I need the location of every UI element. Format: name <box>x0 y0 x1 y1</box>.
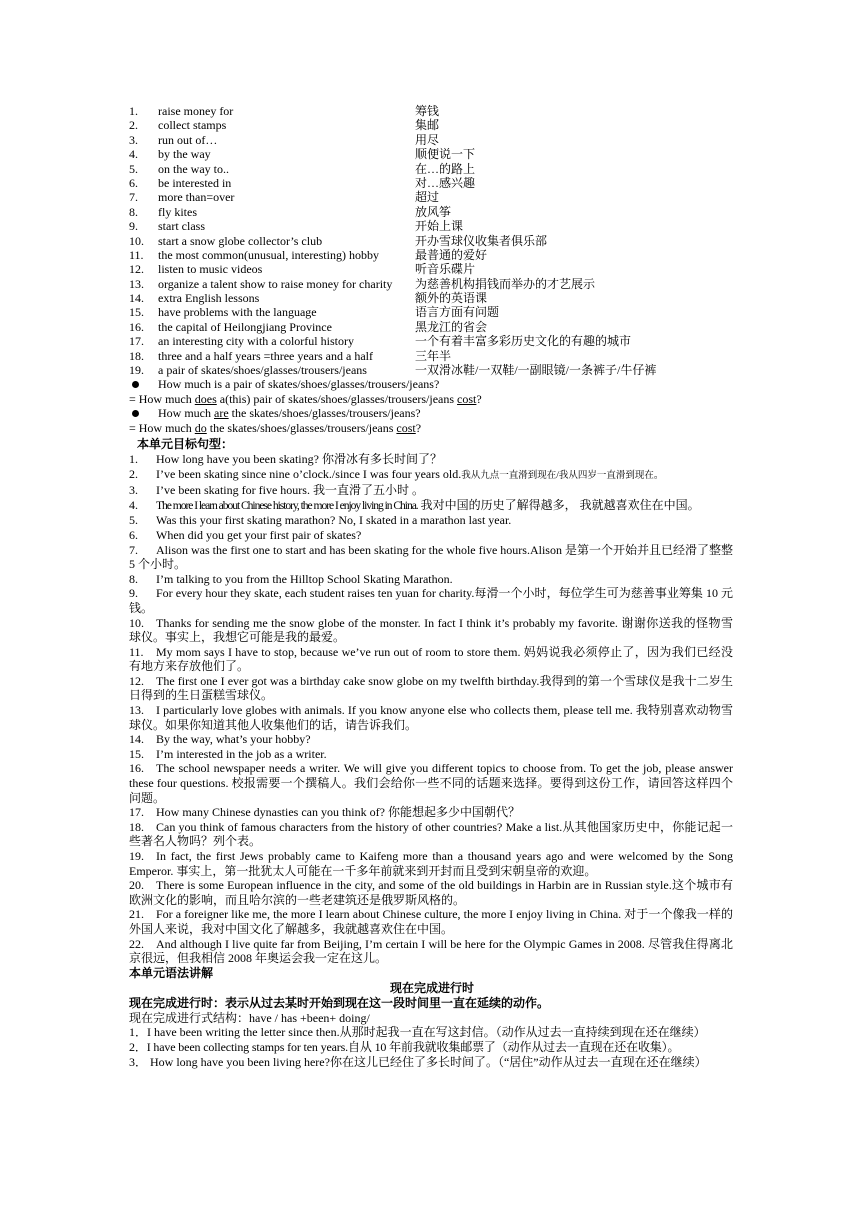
vocab-english: the most common(unusual, interesting) hobby <box>158 247 379 262</box>
list-item: 15. I’m interested in the job as a writer. <box>129 746 327 761</box>
vocab-english: have problems with the language <box>158 305 317 320</box>
list-item: 1. How long have you been skating? 你滑冰有多长时间了？ <box>129 451 442 466</box>
vocab-chinese: 对…感兴趣 <box>415 175 476 190</box>
vocab-number: 6. <box>129 175 138 190</box>
vocab-number: 9. <box>129 219 138 234</box>
vocab-english: extra English lessons <box>158 291 260 306</box>
vocab-chinese: 用尽 <box>415 132 440 147</box>
vocab-number: 5. <box>129 161 138 176</box>
vocab-number: 2. <box>129 118 138 133</box>
vocab-chinese: 额外的英语课 <box>415 291 488 306</box>
vocab-number: 18. <box>129 348 144 363</box>
vocab-chinese: 开始上课 <box>415 219 464 234</box>
vocab-row <box>131 147 733 161</box>
vocab-number: 11. <box>129 247 144 262</box>
list-item: 18. Can you think of famous characters from the history of other countries? Make a list.从其他国家历史中，你能记起一些著名人物吗？列个表。 <box>129 819 733 849</box>
section-heading-grammar: 本单元语法讲解 <box>129 965 214 980</box>
vocab-row <box>131 234 733 248</box>
list-item: 5. Was this your first skating marathon? No, I skated in a marathon last year. <box>129 513 512 528</box>
grammar-structure: 现在完成进行式结构：have / has +been+ doing/ <box>129 1010 370 1025</box>
vocab-row <box>131 262 733 276</box>
vocab-chinese: 黑龙江的省会 <box>415 319 488 334</box>
vocab-row <box>131 219 733 233</box>
vocab-row <box>131 277 733 291</box>
list-item: 11. My mom says I have to stop, because we’ve run out of room to store them. 妈妈说我必须停止了，因为我们已经没有地方来存放他们了。 <box>129 644 733 674</box>
vocab-english: three and a half years =three years and a half <box>158 348 373 363</box>
vocab-chinese: 三年半 <box>415 348 452 363</box>
sentence-list <box>131 452 733 966</box>
vocab-number: 7. <box>129 190 138 205</box>
vocab-number: 1. <box>129 104 138 118</box>
grammar-example: 3． How long have you been living here?你在这儿已经住了多长时间了。（“居住”动作从过去一直现在还在继续） <box>129 1054 707 1069</box>
vocab-chinese: 最普通的爱好 <box>415 247 488 262</box>
vocab-number: 4. <box>129 147 138 162</box>
equivalent-sentence: = How much does a(this) pair of skates/shoes/glasses/trousers/jeans cost? <box>129 391 482 406</box>
vocab-english: start a snow globe collector’s club <box>158 233 323 248</box>
vocab-number: 10. <box>129 233 144 248</box>
vocabulary-list <box>131 104 733 377</box>
equivalent-sentence: = How much do the skates/shoes/glasses/trousers/jeans cost? <box>129 420 422 435</box>
list-item: 9. For every hour they skate, each student raises ten yuan for charity.每滑一个小时，每位学生可为慈善事业筹集 10 元钱。 <box>129 586 733 615</box>
vocab-row <box>131 190 733 204</box>
list-item: 6. When did you get your first pair of skates? <box>129 527 362 542</box>
vocab-number: 16. <box>129 319 144 334</box>
vocab-row <box>131 320 733 334</box>
list-item: 17. How many Chinese dynasties can you think of? 你能想起多少中国朝代？ <box>129 805 520 820</box>
vocab-english: collect stamps <box>158 118 227 133</box>
list-item: 22. And although I live quite far from Beijing, I’m certain I will be here for the Olympic Games in 2008. 尽管我住得离北京很远，但我相信 2008 年奥运会我一定在这儿。 <box>129 936 733 966</box>
vocab-row <box>131 118 733 132</box>
vocab-english: the capital of Heilongjiang Province <box>158 319 332 334</box>
bullet-item: How much are the skates/shoes/glasses/trousers/jeans? <box>131 406 733 420</box>
vocab-chinese: 一个有着丰富多彩历史文化的有趣的城市 <box>415 334 632 349</box>
vocab-row <box>131 248 733 262</box>
list-item: 19. In fact, the first Jews probably came to Kaifeng more than a thousand years ago and were welcomed by the Song Emperor. 事实上，第一批犹太人可能在一千多年前就来到开封而且受到宋朝皇帝的欢迎。 <box>129 849 733 878</box>
list-item: 21. For a foreigner like me, the more I learn about Chinese culture, the more I enjoy living in China. 对于一个像我一样的外国人来说，我对中国文化了解越多，我就越喜欢住在中国。 <box>129 907 733 936</box>
vocab-row <box>131 305 733 319</box>
grammar-title: 现在完成进行时 <box>389 980 474 995</box>
vocab-english: run out of… <box>158 132 218 147</box>
list-item: 14. By the way, what’s your hobby? <box>129 732 311 747</box>
bullet-item: How much is a pair of skates/shoes/glasses/trousers/jeans? <box>131 377 733 391</box>
list-item: 13. I particularly love globes with animals. If you know anyone else who collects them, please tell me. 我特别喜欢动物雪球仪。如果你知道其他人收集他们的话，请告诉我们。 <box>129 703 733 732</box>
document-page <box>131 104 733 1069</box>
vocab-number: 8. <box>129 204 138 219</box>
vocab-number: 15. <box>129 305 144 320</box>
list-item: 3. I’ve been skating for five hours. 我一直滑了五小时 。 <box>129 483 424 498</box>
list-item: 16. The school newspaper needs a writer. We will give you different topics to choose from. To get the job, please answer these four questions. 校报需要一个撰稿人。我们会给你一些不同的话题来选择。要得到这份工作，请回答这样四个问题。 <box>129 761 733 805</box>
list-item: 2. I’ve been skating since nine o’clock./since I was four years old.我从九点一直滑到现在/我从四岁一直滑到现在。 <box>129 466 664 481</box>
vocab-english: by the way <box>158 147 211 162</box>
vocab-number: 13. <box>129 276 144 291</box>
list-item: 8. I’m talking to you from the Hilltop School Skating Marathon. <box>129 571 453 586</box>
vocab-chinese: 集邮 <box>415 118 440 133</box>
vocab-english: more than=over <box>158 190 235 205</box>
vocab-chinese: 放风筝 <box>415 204 452 219</box>
vocab-english: an interesting city with a colorful history <box>158 334 354 349</box>
list-item: 7. Alison was the first one to start and has been skating for the whole five hours.Alison 是第一个开始并且已经滑了整整 5 个小时。 <box>129 542 733 572</box>
vocab-row <box>131 104 733 118</box>
vocab-row <box>131 176 733 190</box>
vocab-row <box>131 349 733 363</box>
grammar-definition: 现在完成进行时：表示从过去某时开始到现在这一段时间里一直在延续的动作。 <box>129 995 550 1010</box>
vocab-chinese: 开办雪球仪收集者俱乐部 <box>415 233 548 248</box>
vocab-row <box>131 334 733 348</box>
vocab-english: fly kites <box>158 204 197 219</box>
vocab-chinese: 在…的路上 <box>415 161 476 176</box>
vocab-chinese: 顺便说一下 <box>415 147 476 162</box>
vocab-english: start class <box>158 219 205 234</box>
grammar-example: 1．I have been writing the letter since then.从那时起我一直在写这封信。（动作从过去一直持续到现在还在继续） <box>129 1025 706 1040</box>
section-heading-sentences: 本单元目标句型： <box>137 436 234 451</box>
list-item: 20. There is some European influence in the city, and some of the old buildings in Harbin are in Russian style.这个城市有欧洲文化的影响，而且哈尔滨的一些老建筑还是俄罗斯风格的。 <box>129 878 733 907</box>
list-item: 10. Thanks for sending me the snow globe of the monster. In fact I think it’s probably my favorite. 谢谢你送我的怪物雪球仪。事实上，我想它可能是我的最爱。 <box>129 615 733 645</box>
list-item: 12. The first one I ever got was a birthday cake snow globe on my twelfth birthday.我得到的第一个雪球仪是我十二岁生日得到的生日蛋糕雪球仪。 <box>129 673 733 703</box>
vocab-number: 12. <box>129 262 144 277</box>
vocab-number: 3. <box>129 132 138 147</box>
vocab-english: on the way to.. <box>158 161 229 176</box>
vocab-chinese: 超过 <box>415 190 440 205</box>
vocab-chinese: 语言方面有问题 <box>415 305 500 320</box>
vocab-english: be interested in <box>158 175 232 190</box>
vocab-row <box>131 363 733 377</box>
vocab-english: listen to music videos <box>158 262 263 277</box>
vocab-chinese: 为慈善机构捐钱而举办的才艺展示 <box>415 276 596 291</box>
vocab-row <box>131 291 733 305</box>
vocab-number: 14. <box>129 291 144 306</box>
vocab-chinese: 听音乐碟片 <box>415 262 476 277</box>
vocab-chinese: 一双滑冰鞋/一双鞋/一副眼镜/一条裤子/牛仔裤 <box>415 363 657 378</box>
grammar-example: 2．I have been collecting stamps for ten years.自从 10 年前我就收集邮票了（动作从过去一直现在还在收集）。 <box>129 1039 680 1054</box>
vocab-chinese: 筹钱 <box>415 104 440 118</box>
vocab-row <box>131 133 733 147</box>
vocab-number: 17. <box>129 334 144 349</box>
vocab-english: organize a talent show to raise money for charity <box>158 276 393 291</box>
vocab-english: a pair of skates/shoes/glasses/trousers/jeans <box>158 363 367 378</box>
vocab-english: raise money for <box>158 104 234 118</box>
list-item: 4. The more I learn about Chinese history, the more I enjoy living in China. 我对中国的历史了解得越多， 我就越喜欢住在中国。 <box>129 497 700 512</box>
vocab-number: 19. <box>129 363 144 378</box>
vocab-row <box>131 205 733 219</box>
vocab-row <box>131 162 733 176</box>
